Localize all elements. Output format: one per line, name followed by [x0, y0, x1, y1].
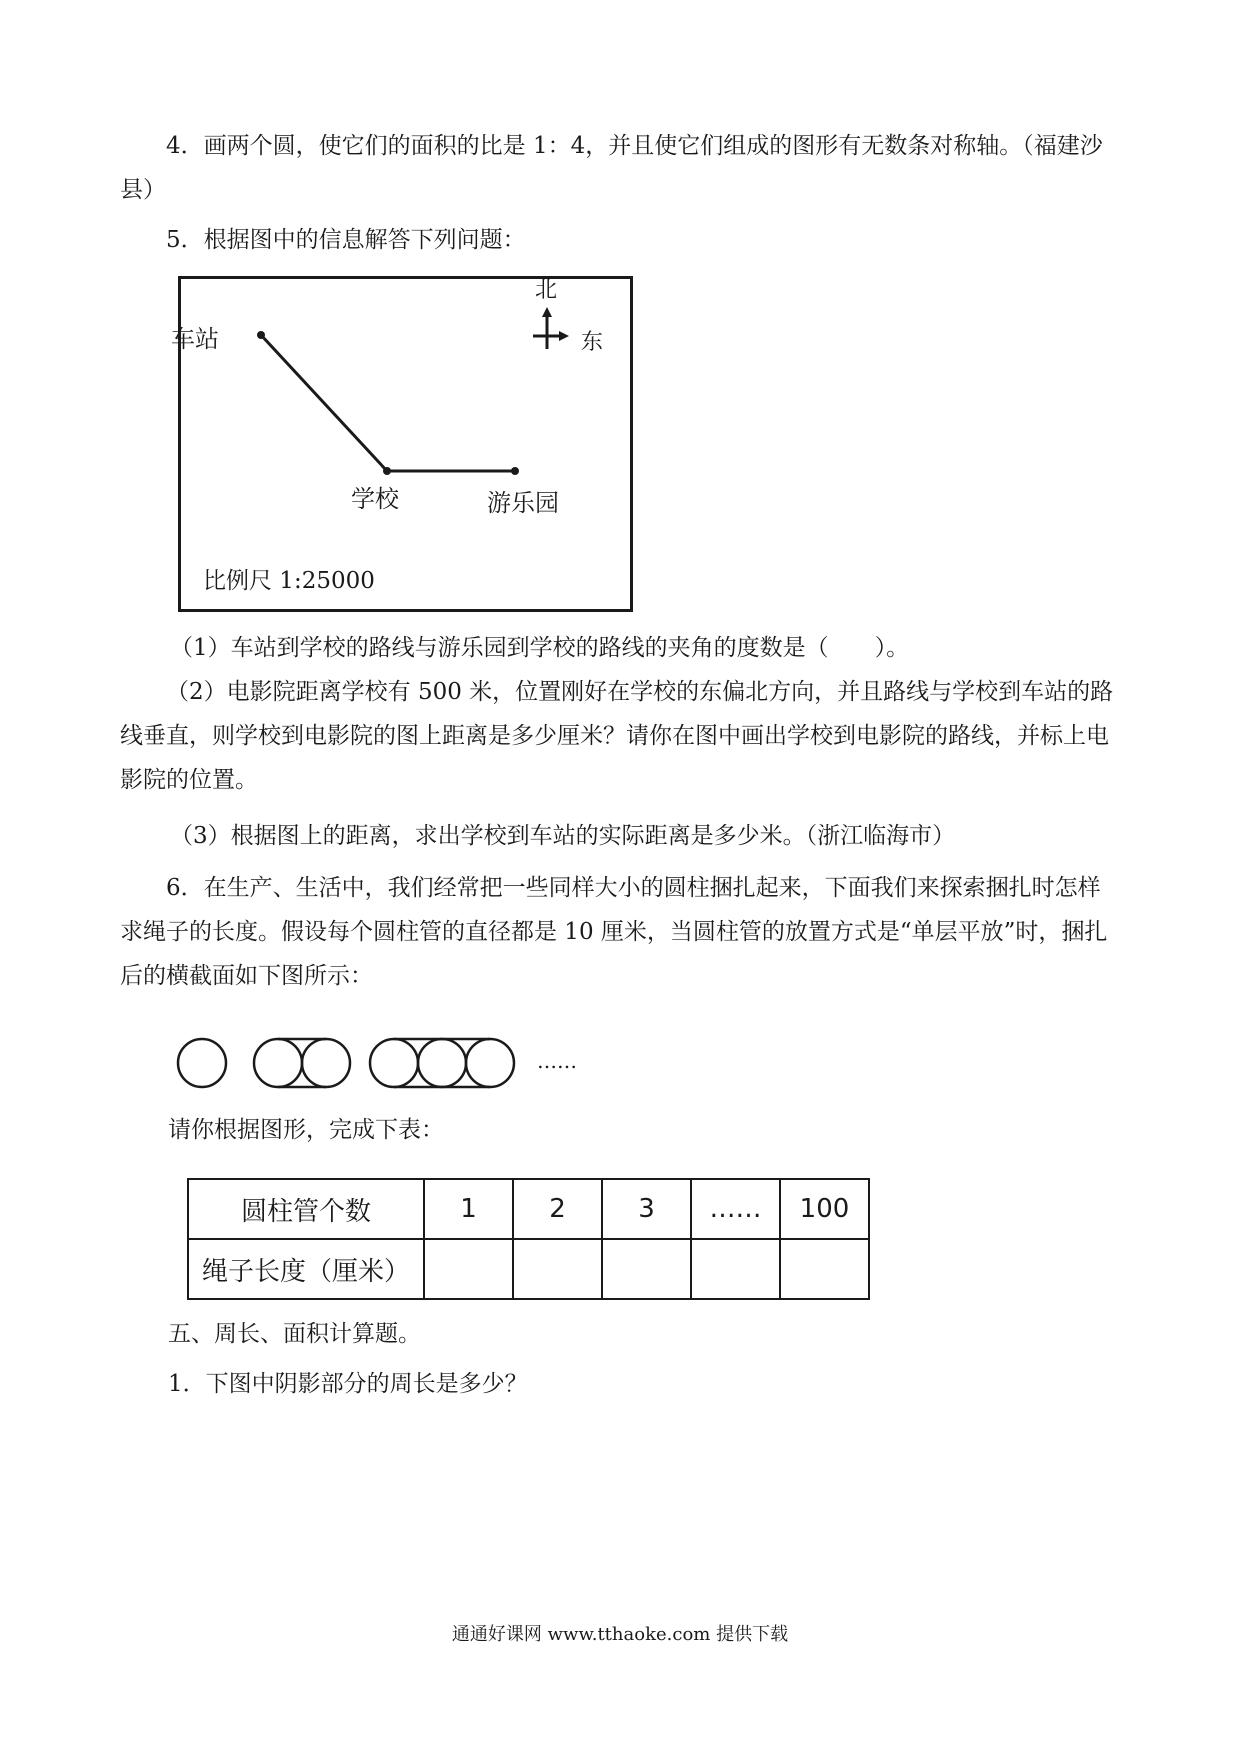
- label-station: 车站: [171, 325, 219, 353]
- pipe-count-100: 100: [780, 1179, 869, 1239]
- table-intro: 请你根据图形，完成下表：: [168, 1117, 444, 1143]
- pipe-count-3: 3: [602, 1179, 691, 1239]
- question-4: 4．画两个圆，使它们的面积的比是 1：4，并且使它们组成的图形有无数条对称轴。（福建沙县）: [120, 133, 1103, 203]
- question-5-title: 5．根据图中的信息解答下列问题：: [166, 227, 526, 253]
- rope-length-cell-2[interactable]: [513, 1239, 602, 1299]
- route-station-school: [261, 335, 387, 471]
- question-6: 6．在生产、生活中，我们经常把一些同样大小的圆柱捆扎起来，下面我们来探索捆扎时怎样求绳子的长度。假设每个圆柱管的直径都是 10 厘米，当圆柱管的放置方式是“单层平放”时，捆扎后的横截面如下图所示：: [120, 875, 1108, 989]
- bundle-one-pipe: [178, 1039, 226, 1087]
- rope-length-cell-1[interactable]: [424, 1239, 513, 1299]
- page-footer: 通通好课网 www.tthaoke.com 提供下载: [451, 1624, 789, 1645]
- section-5-title: 五、周长、面积计算题。: [168, 1321, 421, 1347]
- section-5-question-1: 1．下图中阴影部分的周长是多少？: [168, 1371, 528, 1397]
- label-north: 北: [535, 278, 558, 303]
- label-park: 游乐园: [487, 489, 559, 517]
- rope-length-cell-3[interactable]: [602, 1239, 691, 1299]
- pipe-bundles-figure: [175, 1030, 615, 1096]
- rope-length-table: [187, 1178, 870, 1300]
- bundle-two-pipes: [254, 1039, 350, 1087]
- rope-length-cell-ellipsis[interactable]: [691, 1239, 780, 1299]
- question-5-sub1: （1）车站到学校的路线与游乐园到学校的路线的夹角的度数是（ ）。: [170, 635, 910, 661]
- map-scale: 比例尺 1:25000: [203, 568, 375, 594]
- park-dot: [511, 467, 519, 475]
- compass-icon: [533, 307, 569, 349]
- pipe-count-1: 1: [424, 1179, 513, 1239]
- pipe-count-ellipsis: ……: [691, 1179, 780, 1239]
- question-5-sub3: （3）根据图上的距离，求出学校到车站的实际距离是多少米。（浙江临海市）: [170, 823, 956, 849]
- table-row-pipe-count: [188, 1179, 869, 1239]
- table-header-pipe-count: 圆柱管个数: [188, 1179, 424, 1239]
- table-row-rope-length: [188, 1239, 869, 1299]
- pipes-ellipsis: ……: [537, 1049, 577, 1073]
- label-school: 学校: [351, 485, 399, 513]
- station-dot: [257, 331, 265, 339]
- question-5-sub2: （2）电影院距离学校有 500 米，位置刚好在学校的东偏北方向，并且路线与学校到车站的路线垂直，则学校到电影院的图上距离是多少厘米？请你在图中画出学校到电影院的路线，并标上电影院的位置。: [120, 679, 1114, 793]
- bundle-three-pipes: [370, 1039, 514, 1087]
- pipe-count-2: 2: [513, 1179, 602, 1239]
- map-figure: [171, 276, 633, 612]
- school-dot: [383, 467, 391, 475]
- rope-length-cell-100[interactable]: [780, 1239, 869, 1299]
- table-header-rope-length: 绳子长度（厘米）: [188, 1239, 424, 1299]
- label-east: 东: [581, 330, 604, 355]
- route-map-svg: [181, 279, 630, 609]
